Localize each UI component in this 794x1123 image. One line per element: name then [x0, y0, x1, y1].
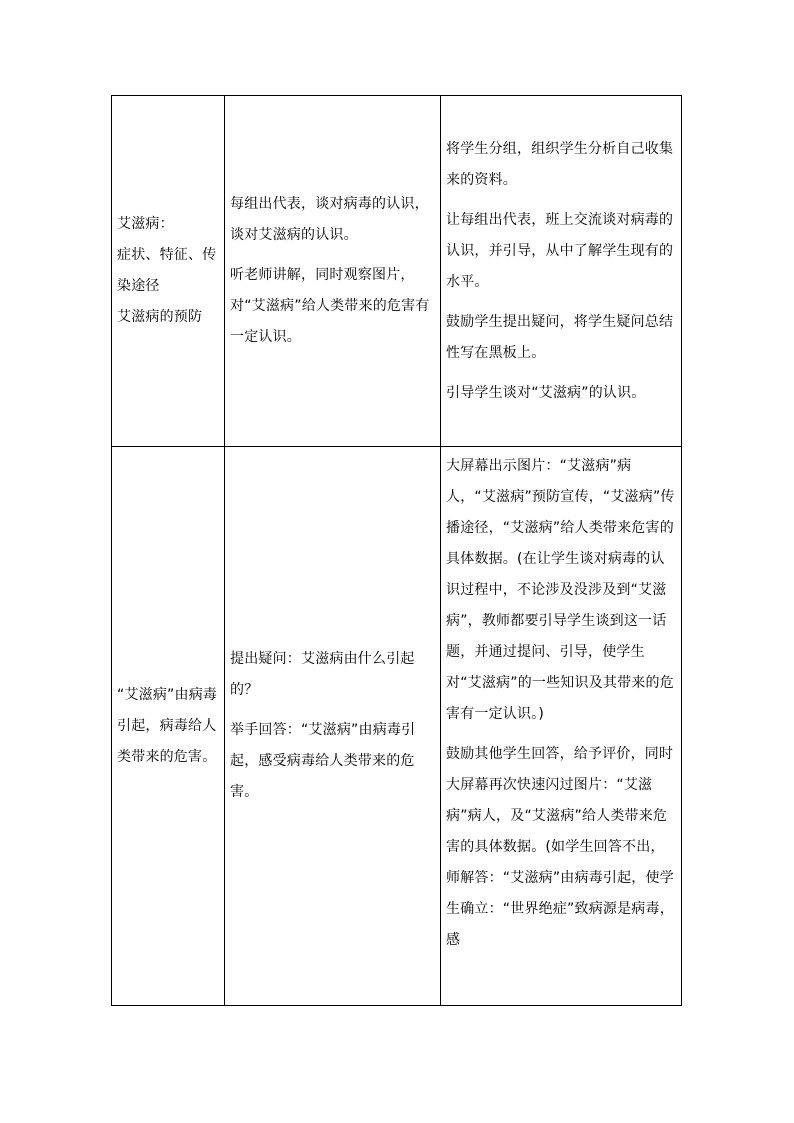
teacher-paragraph: 让每组出代表，班上交流谈对病毒的认识，并引导，从中了解学生现有的水平。 [446, 211, 674, 290]
teacher-activity-cell [441, 96, 682, 447]
topic-line: 艾滋病的预防 [117, 309, 203, 325]
student-paragraph: 每组出代表，谈对病毒的认识，谈对艾滋病的认识。 [230, 196, 429, 243]
student-paragraph: 举手回答：“艾滋病”由病毒引起，感受病毒给人类带来的危害。 [230, 722, 416, 800]
table-row [112, 96, 682, 447]
teacher-paragraph: 鼓励学生提出疑问，将学生疑问总结性写在黑板上。 [446, 313, 674, 361]
teacher-paragraph: 大屏幕出示图片：“艾滋病”病人，“艾滋病”预防宣传，“艾滋病”传播途径，“艾滋病”给人类带来危害的具体数据。(在让学生谈对病毒的认识过程中，不论涉及没涉及到“艾滋病”，教师都要引导学生谈到这一话题，并通过提问、引导，使学生对“艾滋病”的一些知识及其带来的危害有一定认识。) [446, 458, 675, 722]
student-activity-cell [225, 447, 441, 1006]
lesson-plan-table [111, 95, 682, 1006]
student-paragraph: 听老师讲解，同时观察图片，对“艾滋病”给人类带来的危害有一定认识。 [230, 267, 430, 345]
teacher-paragraph: 引导学生谈对“艾滋病”的认识。 [446, 384, 646, 401]
teacher-paragraph: 将学生分组，组织学生分析自己收集来的资料。 [446, 140, 674, 188]
teacher-activity-cell [441, 447, 682, 1006]
student-activity-cell [225, 96, 441, 447]
student-paragraph: 提出疑问：艾滋病由什么引起的？ [230, 651, 415, 698]
topic-line: 艾滋病： [117, 216, 174, 232]
teacher-paragraph: 鼓励其他学生回答，给予评价，同时大屏幕再次快速闪过图片：“艾滋病”病人，及“艾滋病”给人类带来危害的具体数据。(如学生回答不出，师解答：“艾滋病”由病毒引起，使学生确立：“世界绝症”致病源是病毒，感 [446, 746, 674, 948]
topic-cell [112, 96, 225, 447]
topic-line: “艾滋病”由病毒引起，病毒给人类带来的危害。 [117, 686, 218, 765]
topic-cell [112, 447, 225, 1006]
table-row [112, 447, 682, 1006]
topic-line: 症状、特征、传染途径 [117, 247, 217, 294]
